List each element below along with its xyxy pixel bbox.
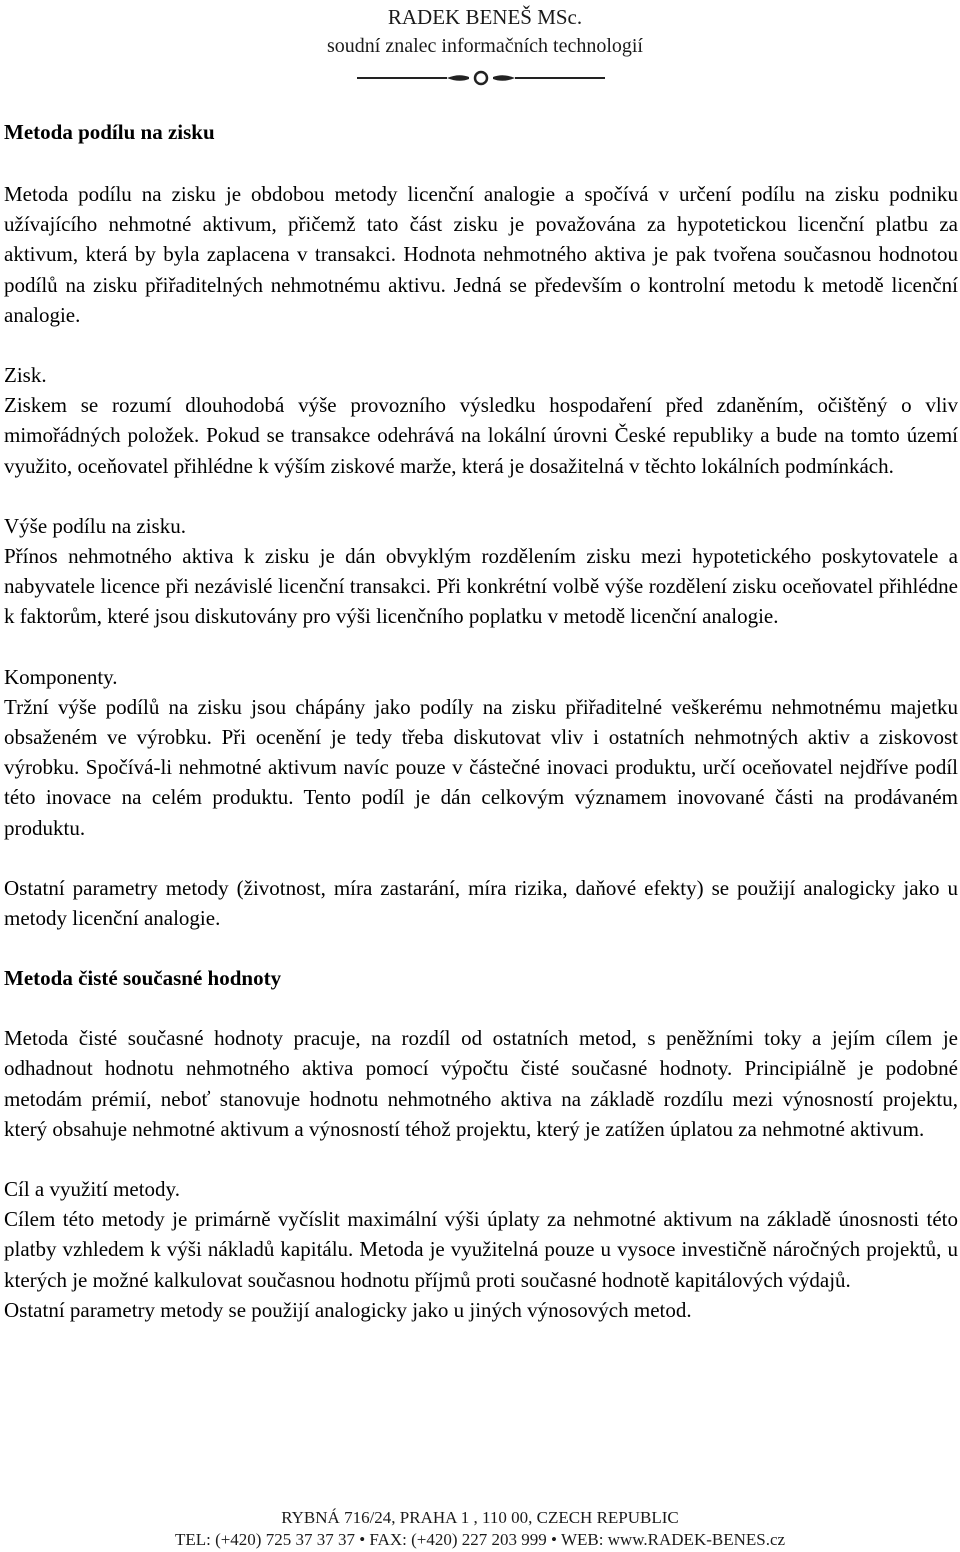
author-name: RADEK BENEŠ MSc. [387,5,583,29]
ornament-divider-icon [355,68,607,88]
paragraph: Ostatní parametry metody (životnost, míra zastarání, míra rizika, daňové efekty) se použijí analogicky jako u metody licenční analogie. [4,875,958,931]
letterhead [0,4,960,90]
footer-address: RYBNÁ 716/24, PRAHA 1 , 110 00, CZECH REPUBLIC [281,1508,679,1527]
paragraph: Cílem této metody je primárně vyčíslit maximální výši úplaty za nehmotné aktivum na základě únosnosti této platby vzhledem k výši nákladů kapitálu. Metoda je využitelná pouze u vysoce investičně náročných projektů, u kterých je možné kalkulovat současnou hodnotu příjmů proti současné hodnotě kapitálových výdajů. [4,1207,958,1292]
section-heading: Metoda podílu na zisku [4,120,215,144]
author-title: soudní znalec informačních technologií [326,35,643,57]
paragraph: Metoda podílu na zisku je obdobou metody licenční analogie a spočívá v určení podílu na zisku podniku užívajícího nehmotné aktivum, přičemž tato část zisku je považována za hypotetickou licenční platbu za aktivum, která by byla zaplacena v transakci. Hodnota nehmotného aktiva je pak tvořena současnou hodnotou podílů na zisku přiřaditelných nehmotnému aktivu. Jedná se především o kontrolní metodu k metodě licenční analogie. [4,182,958,327]
subsection-label: Výše podílu na zisku. [4,513,186,538]
subsection-label: Zisk. [4,363,47,388]
paragraph: Tržní výše podílů na zisku jsou chápány jako podíly na zisku přiřaditelné veškerému nehmotnému majetku obsaženém ve výrobku. Při ocenění je tedy třeba diskutovat vliv i ostatních nehmotných aktiv a ziskovost výrobku. Spočívá-li nehmotné aktivum navíc pouze v částečné inovaci produktu, určí oceňovatel nejdříve podíl této inovace na celém produktu. Tento podíl je dán celkovým významem inovované části na prodávaném produktu. [4,694,958,840]
paragraph: Ziskem se rozumí dlouhodobá výše provozního výsledku hospodaření před zdaněním, očištěný o vliv mimořádných položek. Pokud se transakce odehrává na lokální úrovni České republiky a bude na tomto území využito, oceňovatel přihlédne k výším ziskové marže, která je dosažitelná v těchto lokálních podmínkách. [4,393,958,478]
paragraph: Přínos nehmotného aktiva k zisku je dán obvyklým rozdělením zisku mezi hypotetického poskytovatele a nabyvatele licence při nezávislé licenční transakci. Při konkrétní volbě výše rozdělení zisku oceňovatel přihlédne k faktorům, které jsou diskutovány pro výši licenčního poplatku v metodě licenční analogie. [4,544,958,629]
paragraph: Metoda čisté současné hodnoty pracuje, na rozdíl od ostatních metod, s peněžními toky a jejím cílem je odhadnout hodnotu nehmotného aktiva pomocí výpočtu čisté současné hodnoty. Principiálně je podobné metodám prémií, neboť stanovuje hodnotu nehmotného aktiva na základě rozdílu mezi výnosností projektu, který obsahuje nehmotné aktivum a výnosností téhož projektu, který je zatížen úplatou za nehmotné aktivum. [4,1026,958,1141]
paragraph: Ostatní parametry metody se použijí analogicky jako u jiných výnosových metod. [4,1297,692,1322]
subsection-label: Komponenty. [4,664,118,689]
subsection-label: Cíl a využití metody. [4,1177,180,1202]
document-body [4,117,958,1325]
section-heading: Metoda čisté současné hodnoty [4,966,282,991]
footer-contact: TEL: (+420) 725 37 37 37 • FAX: (+420) 227 203 999 • WEB: www.RADEK-BENES.cz [174,1530,786,1549]
